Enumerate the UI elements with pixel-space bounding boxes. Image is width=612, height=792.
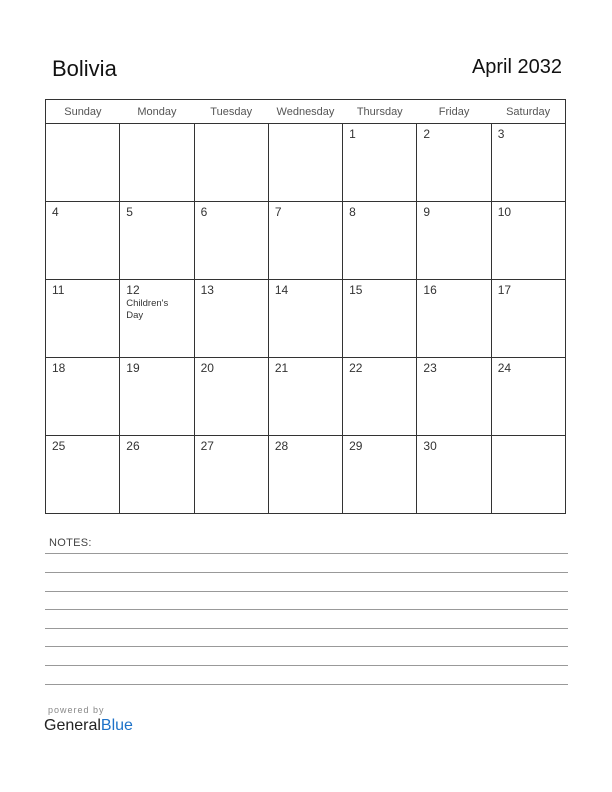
brand-name	[44, 717, 133, 735]
day-number: 23	[423, 361, 437, 375]
week-row	[46, 202, 566, 280]
day-cell	[491, 358, 565, 436]
day-number: 24	[497, 361, 512, 375]
note-line	[45, 609, 568, 610]
month-year-title: April 2032	[471, 56, 562, 78]
day-cell	[343, 124, 417, 202]
day-cell	[194, 436, 268, 514]
day-number: 17	[497, 283, 512, 297]
note-line	[45, 591, 568, 592]
day-number: 14	[274, 283, 289, 297]
day-cell	[120, 436, 194, 514]
weekday-header-row	[46, 100, 566, 124]
day-number: 12	[126, 283, 140, 297]
day-number: 2	[423, 127, 431, 141]
day-cell	[268, 436, 342, 514]
day-number: 21	[274, 361, 289, 375]
day-number: 30	[423, 439, 437, 453]
brand-blue-text: Blue	[100, 717, 133, 734]
day-cell	[120, 358, 194, 436]
day-cell	[46, 124, 120, 202]
day-cell	[194, 358, 268, 436]
day-cell	[343, 202, 417, 280]
day-cell	[120, 202, 194, 280]
day-number: 3	[497, 127, 505, 141]
day-cell	[194, 202, 268, 280]
day-cell	[417, 436, 491, 514]
note-line	[45, 646, 568, 647]
day-cell	[268, 280, 342, 358]
day-cell	[417, 202, 491, 280]
note-line	[45, 684, 568, 685]
day-number: 11	[52, 283, 65, 297]
brand-general-text: General	[44, 717, 101, 734]
day-cell	[46, 436, 120, 514]
day-number: 25	[52, 439, 66, 453]
day-number: 5	[126, 205, 133, 219]
day-cell	[268, 358, 342, 436]
week-row	[46, 124, 566, 202]
note-line	[45, 628, 568, 629]
day-cell	[46, 280, 120, 358]
calendar-grid	[45, 99, 566, 514]
day-number: 27	[200, 439, 214, 453]
day-cell	[268, 124, 342, 202]
day-cell	[194, 124, 268, 202]
day-cell	[417, 358, 491, 436]
day-cell	[491, 280, 565, 358]
powered-by-text: powered by	[48, 705, 105, 715]
day-cell	[194, 280, 268, 358]
day-number: 22	[349, 361, 363, 375]
day-cell	[491, 124, 565, 202]
day-cell	[417, 124, 491, 202]
week-row	[46, 358, 566, 436]
week-row	[46, 436, 566, 514]
day-number: 10	[497, 205, 512, 219]
weekday-friday: Friday	[417, 100, 491, 124]
day-cell	[343, 436, 417, 514]
day-cell	[46, 358, 120, 436]
weekday-tuesday: Tuesday	[194, 100, 268, 124]
day-cell	[417, 280, 491, 358]
weekday-sunday: Sunday	[46, 100, 120, 124]
day-number: 15	[349, 283, 363, 297]
day-number: 1	[349, 127, 356, 141]
calendar-header	[52, 56, 562, 84]
day-cell	[120, 280, 194, 358]
day-cell	[120, 124, 194, 202]
weekday-thursday: Thursday	[343, 100, 417, 124]
day-number: 18	[52, 361, 66, 375]
country-title: Bolivia	[52, 56, 117, 81]
day-cell	[491, 202, 565, 280]
note-line	[45, 553, 568, 554]
day-number: 26	[126, 439, 140, 453]
day-cell	[268, 202, 342, 280]
day-number: 8	[349, 205, 356, 219]
day-number: 19	[126, 361, 140, 375]
day-number: 7	[274, 205, 282, 219]
day-number: 13	[200, 283, 214, 297]
holiday-label: Children's Day	[126, 298, 169, 321]
day-number: 4	[52, 205, 59, 219]
day-cell	[491, 436, 565, 514]
weekday-saturday: Saturday	[491, 100, 565, 124]
day-cell	[46, 202, 120, 280]
day-cell	[343, 280, 417, 358]
note-line	[45, 665, 568, 666]
day-number: 28	[274, 439, 289, 453]
day-number: 16	[423, 283, 437, 297]
weekday-monday: Monday	[120, 100, 194, 124]
day-number: 9	[423, 205, 431, 219]
day-number: 20	[200, 361, 214, 375]
weekday-wednesday: Wednesday	[268, 100, 342, 124]
notes-label: NOTES:	[49, 537, 92, 549]
day-number: 6	[200, 205, 208, 219]
day-cell	[343, 358, 417, 436]
day-number: 29	[349, 439, 363, 453]
week-row	[46, 280, 566, 358]
note-line	[45, 572, 568, 573]
